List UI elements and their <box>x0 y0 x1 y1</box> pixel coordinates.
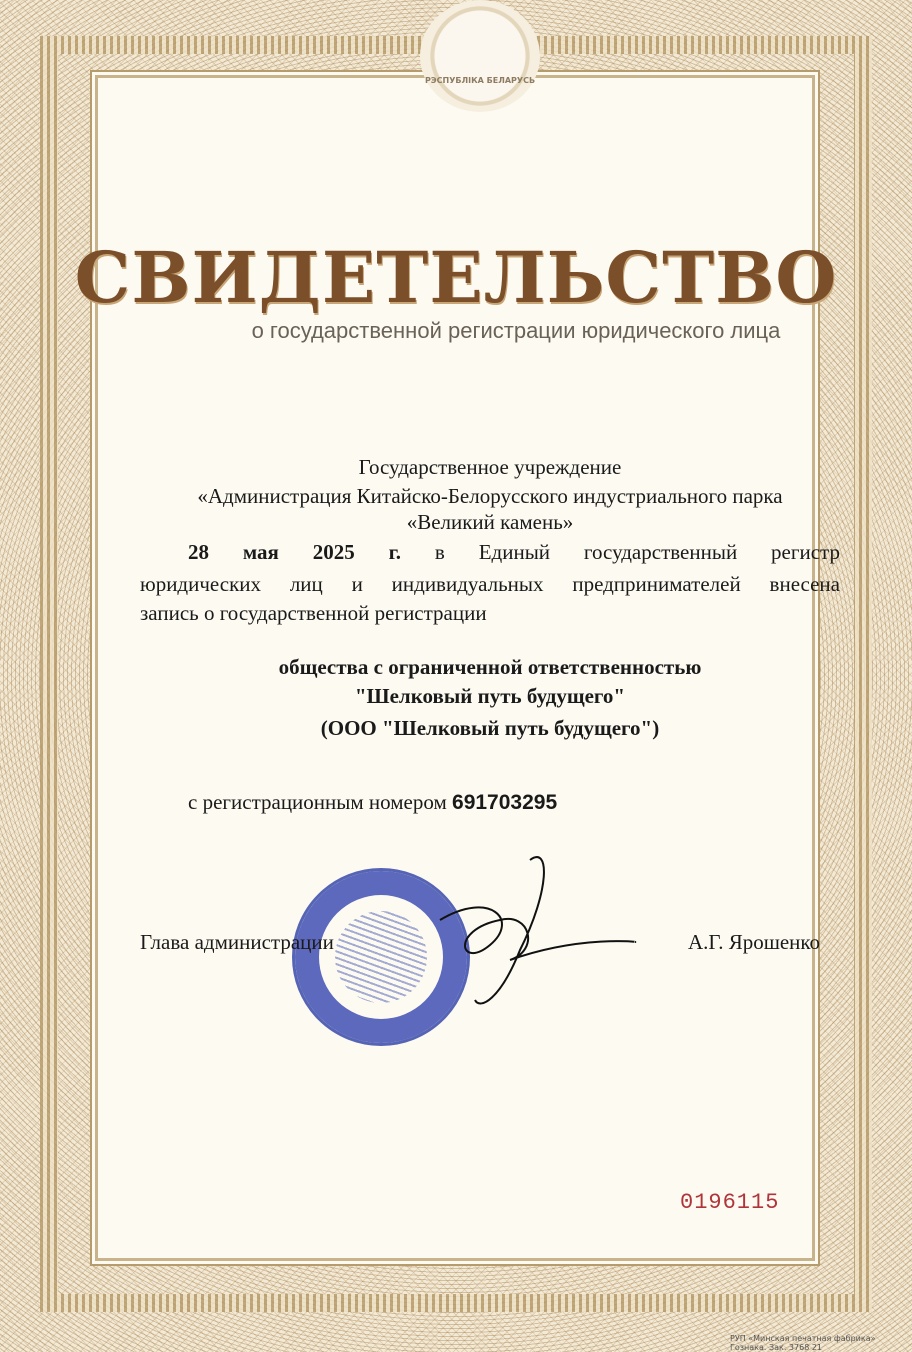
handwritten-signature <box>380 850 640 1020</box>
registration-date: 28 мая 2025 г. <box>188 540 402 564</box>
registration-number-line <box>188 788 557 817</box>
issuer-line-3: «Великий камень» <box>406 510 574 534</box>
reg-number-label: с регистрационным номером <box>188 790 447 814</box>
document-subtitle: о государственной регистрации юридического лица <box>251 318 781 343</box>
document-title: СВИДЕТЕЛЬСТВО <box>74 236 838 319</box>
reg-number: 691703295 <box>452 791 558 814</box>
signatory-position: Глава администрации <box>140 930 334 954</box>
issuer-line-2: «Администрация Китайско-Белорусского индустриального парка <box>197 484 783 508</box>
registration-paragraph-line-3: запись о государственной регистрации <box>140 601 487 625</box>
registration-paragraph-line-1 <box>188 538 840 566</box>
registration-paragraph-line-2: юридических лиц и индивидуальных предпринимателей внесена <box>140 572 840 596</box>
org-line-2: "Шелковый путь будущего" <box>354 684 626 708</box>
emblem-text: РЭСПУБЛІКА БЕЛАРУСЬ <box>424 76 536 85</box>
org-line-1: общества с ограниченной ответственностью <box>278 655 702 679</box>
issuer-line-1: Государственное учреждение <box>358 455 622 479</box>
org-line-3: (ООО "Шелковый путь будущего") <box>320 716 660 740</box>
signatory-name: А.Г. Ярошенко <box>688 930 821 954</box>
serial-number: 0196115 <box>680 1190 780 1215</box>
state-emblem <box>420 0 540 112</box>
paragraph-text: в Единый государственный регистр <box>434 540 840 564</box>
printer-note: РУП «Минская печатная фабрика» Гознака. Зак. 3768 21 <box>730 1334 876 1352</box>
